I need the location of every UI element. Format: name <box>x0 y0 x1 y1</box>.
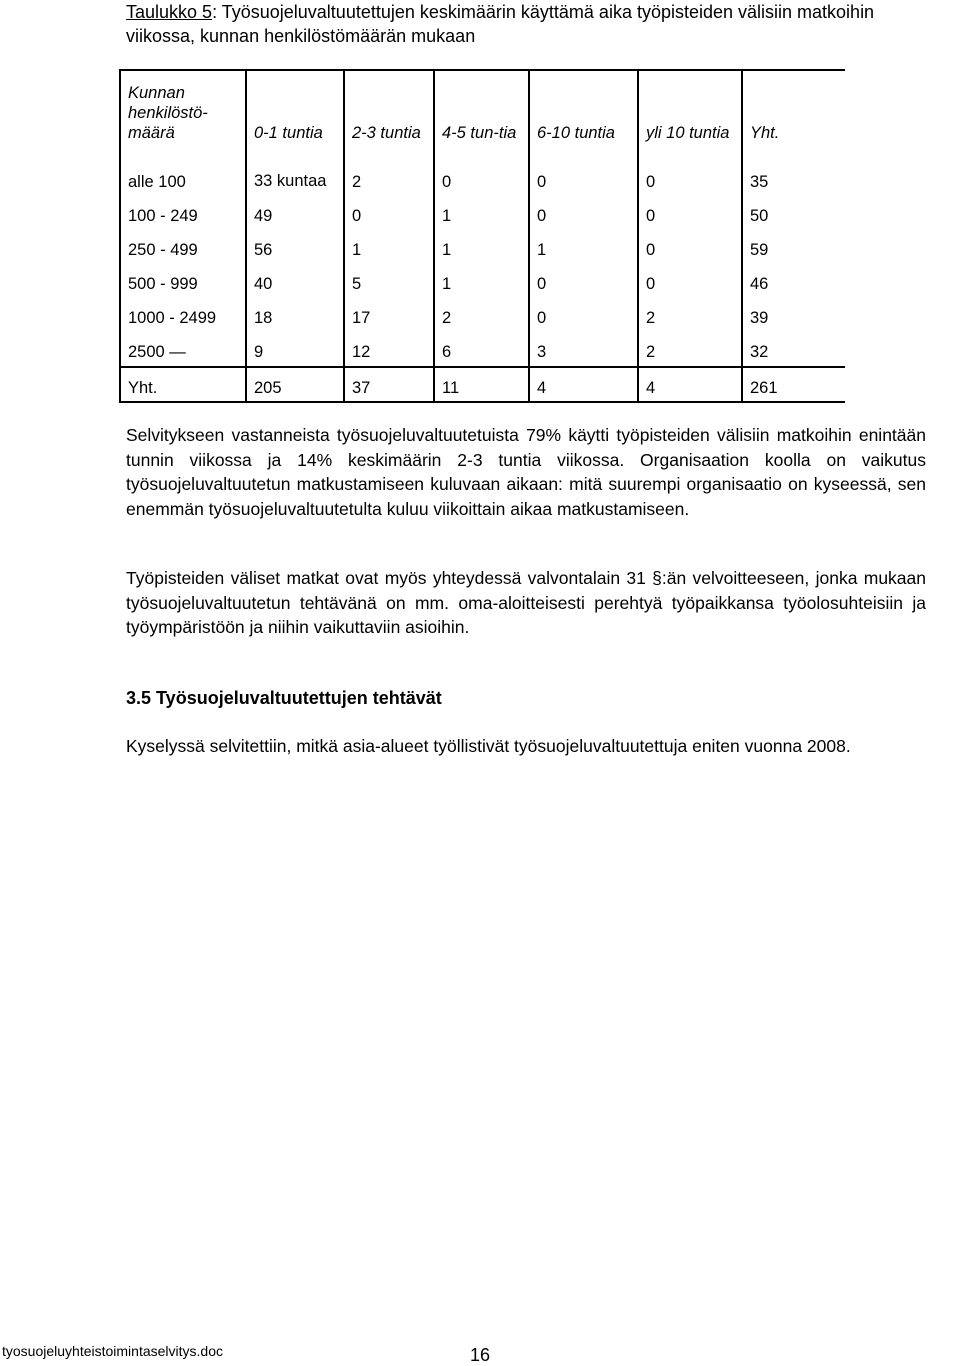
total-cell: Yht. <box>120 367 246 402</box>
table-cell: 56 <box>246 230 344 264</box>
table-cell: 2 <box>434 298 529 332</box>
table-cell: 3 <box>529 332 638 367</box>
table-cell: 0 <box>529 264 638 298</box>
table-cell: 39 <box>750 309 769 327</box>
table-cell: 50 <box>750 207 769 225</box>
table-cell: 0 <box>638 196 742 230</box>
table-cell: 2 <box>638 332 742 367</box>
table-row <box>120 332 845 367</box>
total-cell: 4 <box>638 367 742 402</box>
page-number: 16 <box>470 1345 491 1365</box>
table-cell: 0 <box>638 148 742 196</box>
header-cell: Kunnan henkilöstö-määrä <box>120 70 246 148</box>
table-cell: 40 <box>246 264 344 298</box>
table-cell: 33 kuntaa <box>246 148 344 196</box>
table-cell: 46 <box>750 275 769 293</box>
table-cell: 100 - 249 <box>120 196 246 230</box>
table-cell: 12 <box>344 332 434 367</box>
table-cell: 32 <box>750 343 769 361</box>
table-cell: 2 <box>638 298 742 332</box>
header-cell: 6-10 tuntia <box>529 70 638 148</box>
table-cell: 49 <box>246 196 344 230</box>
table-cell: 0 <box>638 230 742 264</box>
header-cell: 2-3 tuntia <box>344 70 434 148</box>
table-cell: alle 100 <box>120 148 246 196</box>
footer-filename: tyosuojeluyhteistoimintaselvitys.doc <box>2 1343 223 1359</box>
table-cell: 250 - 499 <box>120 230 246 264</box>
section-heading: 3.5 Työsuojeluvaltuutettujen tehtävät <box>126 688 442 708</box>
table-total-row <box>120 367 845 402</box>
table-cell: 5 <box>344 264 434 298</box>
table-row <box>120 230 845 264</box>
table-cell: 17 <box>344 298 434 332</box>
header-cell: 0-1 tuntia <box>246 70 344 148</box>
table-cell: 6 <box>434 332 529 367</box>
caption-prefix: Taulukko 5 <box>126 2 213 22</box>
table-cell: 0 <box>529 196 638 230</box>
header-cell: Yht. <box>742 70 845 148</box>
total-cell: 261 <box>742 367 845 402</box>
total-cell: 4 <box>529 367 638 402</box>
table-cell: 18 <box>246 298 344 332</box>
table-cell: 0 <box>529 148 638 196</box>
table-cell: 1 <box>529 230 638 264</box>
header-cell: yli 10 tuntia <box>638 70 742 148</box>
table-cell: 59 <box>750 241 769 259</box>
caption-text: : Työsuojeluvaltuutettujen keskimäärin käyttämä aika työpisteiden välisiin matkoihin viikossa, kunnan henkilöstömäärän mukaan <box>126 2 875 46</box>
table-row <box>120 148 845 196</box>
table-cell: 0 <box>434 148 529 196</box>
header-cell: 4-5 tun-tia <box>434 70 529 148</box>
table-cell: 1 <box>434 230 529 264</box>
table-cell: 0 <box>344 196 434 230</box>
body-paragraph-1: Selvitykseen vastanneista työsuojeluvaltuutetuista 79% käytti työpisteiden välisiin matkoihin enintään tunnin viikossa ja 14% keskimäärin 2-3 tuntia viikossa. Organisaation koolla on vaikutus työsuojeluvaltuutetun matkustamiseen kuluvaan aikaan: mitä suurempi organisaatio on kyseessä, sen enemmän työsuojeluvaltuutetulta kuluu viikoittain aikaa matkustamiseen. <box>126 425 926 519</box>
table-cell: 35 <box>750 173 769 191</box>
body-paragraph-3: Kyselyssä selvitettiin, mitkä asia-alueet työllistivät työsuojeluvaltuutettuja eniten vuonna 2008. <box>126 736 851 756</box>
table-header-row <box>120 70 845 148</box>
data-table <box>119 69 845 403</box>
table-cell: 1 <box>344 230 434 264</box>
table-cell: 500 - 999 <box>120 264 246 298</box>
table-cell: 2500 — <box>120 332 246 367</box>
table-cell: 1 <box>434 264 529 298</box>
table-cell: 1 <box>434 196 529 230</box>
table-row <box>120 264 845 298</box>
table-cell: 1000 - 2499 <box>120 298 246 332</box>
total-cell: 37 <box>344 367 434 402</box>
table-row <box>120 298 845 332</box>
table-cell: 9 <box>246 332 344 367</box>
table-cell: 0 <box>638 264 742 298</box>
table-row <box>120 196 845 230</box>
table-cell: 2 <box>344 148 434 196</box>
table-cell: 0 <box>529 298 638 332</box>
total-cell: 205 <box>246 367 344 402</box>
table-caption <box>126 0 926 48</box>
body-paragraph-2: Työpisteiden väliset matkat ovat myös yhteydessä valvontalain 31 §:än velvoitteeseen, jonka mukaan työsuojeluvaltuutetun tehtävänä on mm. oma-aloitteisesti perehtyä työpaikkansa työolosuhteisiin ja työympäristöön ja niihin vaikuttaviin asioihin. <box>126 568 926 637</box>
total-cell: 11 <box>434 367 529 402</box>
